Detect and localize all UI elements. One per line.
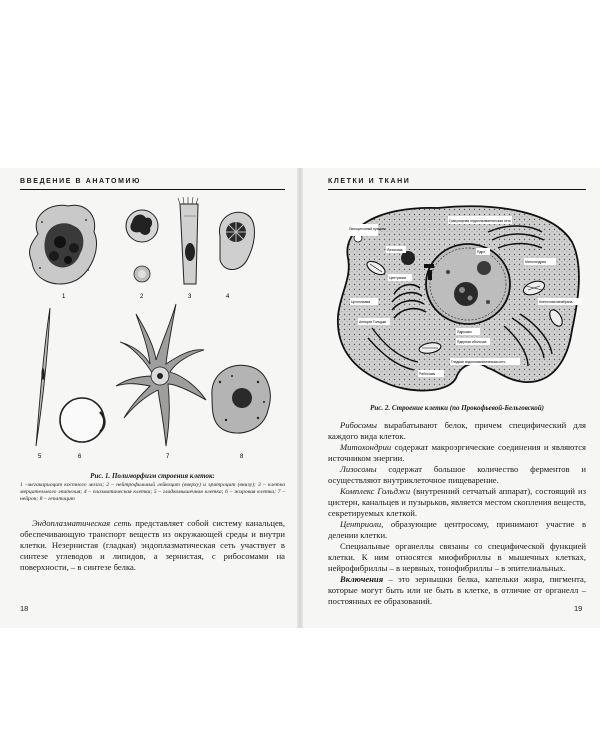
running-head-rule-right xyxy=(328,189,586,190)
paragraph-text: (внутренний сетчатый аппарат), состоящий из цистерн, канальцев и пузырьков, является местом скопления веществ, секретируемых клеткой. xyxy=(328,486,586,518)
neutrophil-erythrocyte-drawing xyxy=(126,210,158,282)
paragraph-1 xyxy=(328,420,586,442)
running-head-left: ВВЕДЕНИЕ В АНАТОМИЮ xyxy=(20,178,141,185)
figure-number-5: 5 xyxy=(38,454,42,460)
figure-number-2: 2 xyxy=(140,294,144,300)
label-nucleus: Ядро xyxy=(477,250,486,254)
lysosome-drawing xyxy=(401,251,415,265)
paragraph-endoplasmic-reticulum xyxy=(20,518,285,573)
running-head-rule-left xyxy=(20,189,285,190)
figure-1-caption-legend: 1 –мегакариоцит костного мозга; 2 – нейтрофильный лейкоцит (вверху) и эритроцит (внизу); 3 – клетка мерцательного эпителия; 4 – плазматическая клетка; 5 – гладкомышечная клетка; 6 – жировая клетка; 7 – нейрон; 8 – гепатоцит xyxy=(20,482,285,503)
paragraph-4 xyxy=(328,486,586,519)
label-ribosomes: Рибосомы xyxy=(419,372,436,376)
hepatocyte-drawing xyxy=(212,365,270,433)
paragraph-term: Центриоли, xyxy=(340,519,384,529)
nucleus-drawing xyxy=(426,244,510,324)
paragraph-term: Включения xyxy=(340,574,384,584)
fat-cell-drawing xyxy=(60,398,105,442)
label-rough-er: Гранулярная эндоплазматическая сеть xyxy=(449,219,511,223)
neuron-drawing xyxy=(116,304,206,446)
label-cytoplasm: Цитоплазма xyxy=(351,300,371,304)
page-number-right: 19 xyxy=(574,604,583,613)
ciliated-epithelium-drawing xyxy=(178,197,198,284)
plasma-cell-drawing xyxy=(219,212,254,269)
label-lysosome: Лизосома xyxy=(387,248,403,252)
running-head-right: КЛЕТКИ И ТКАНИ xyxy=(328,178,411,185)
label-golgi: Аппарат Гольджи xyxy=(359,320,387,324)
paragraph-text: содержат большое количество ферментов и осуществляют внутриклеточное пищеварение. xyxy=(328,464,586,485)
figure-number-6: 6 xyxy=(78,454,82,460)
figure-cell-polymorphism xyxy=(20,196,285,464)
paragraph-text: вырабатывают белок, причем специфический для каждого вида клеток. xyxy=(328,420,586,441)
figure-number-7: 7 xyxy=(166,454,170,460)
figure-number-1: 1 xyxy=(62,294,66,300)
left-page xyxy=(0,168,298,628)
term-endoplasmic-reticulum: Эндоплазматическая сеть xyxy=(32,518,132,528)
paragraph-text: – это зернышки белка, капельки жира, пигмента, которые могут быть или не быть в клетке, в отличие от органелл – постоянных ее образований. xyxy=(328,574,586,606)
smooth-muscle-cell-drawing xyxy=(36,308,50,446)
figure-2-caption: Рис. 2. Строение клетки (по Прокофьевой-Бельговской) xyxy=(370,404,544,412)
paragraph-term: Рибосомы xyxy=(340,420,377,430)
label-nuclear-envelope: Ядерная оболочка xyxy=(457,340,487,344)
figure-1-caption-title: Рис. 1. Полиморфизм строения клеток: xyxy=(90,472,215,480)
page-number-left: 18 xyxy=(20,604,29,613)
paragraph-term: Комплекс Гольджи xyxy=(340,486,411,496)
paragraph-text: Специальные органеллы связаны со специфической функцией клетки. К ним относятся миофибриллы в мышечных клетках, нейрофибриллы – в нервных, тонофибриллы – в эпителиальных. xyxy=(328,541,586,573)
paragraph-text: содержат макроэргические соединения и являются источником энергии. xyxy=(328,442,586,463)
right-body-text xyxy=(328,420,586,607)
paragraph-term: Митохондрии xyxy=(340,442,392,452)
figure-number-8: 8 xyxy=(240,454,244,460)
label-smooth-er: Гладкая эндоплазматическая сеть xyxy=(451,360,506,364)
label-nucleolus: Ядрышко xyxy=(457,330,472,334)
paragraph-6 xyxy=(328,541,586,574)
right-page xyxy=(302,168,600,628)
paragraph-7 xyxy=(328,574,586,607)
paragraph-text: представляет собой систему канальцев, обеспечивающую транспорт веществ из окружающей среды и внутри клетки. Незернистая (гладкая) эндоплазматическая сеть участвует в синтезе углеводов и липидов, а зернистая, с рибосомами на поверхности, – в синтезе белка. xyxy=(20,518,285,572)
megakaryocyte-drawing xyxy=(30,205,97,284)
label-cell-membrane: Клеточная мембрана xyxy=(539,300,573,304)
paragraph-2 xyxy=(328,442,586,464)
figure-number-3: 3 xyxy=(188,294,192,300)
paragraph-term: Лизосомы xyxy=(340,464,377,474)
label-mitochondrion: Митохондрия xyxy=(525,260,547,264)
label-pinocytic-vesicle: Пиноцитозный пузырек xyxy=(349,227,386,231)
paragraph-3 xyxy=(328,464,586,486)
left-body-text xyxy=(20,518,285,573)
figure-number-4: 4 xyxy=(226,294,230,300)
figure-cell-structure xyxy=(328,198,586,398)
label-centrioles: Центриоли xyxy=(389,276,407,280)
paragraph-5 xyxy=(328,519,586,541)
paragraph-text: образующие центросому, принимают участие в делении клетки. xyxy=(328,519,586,540)
